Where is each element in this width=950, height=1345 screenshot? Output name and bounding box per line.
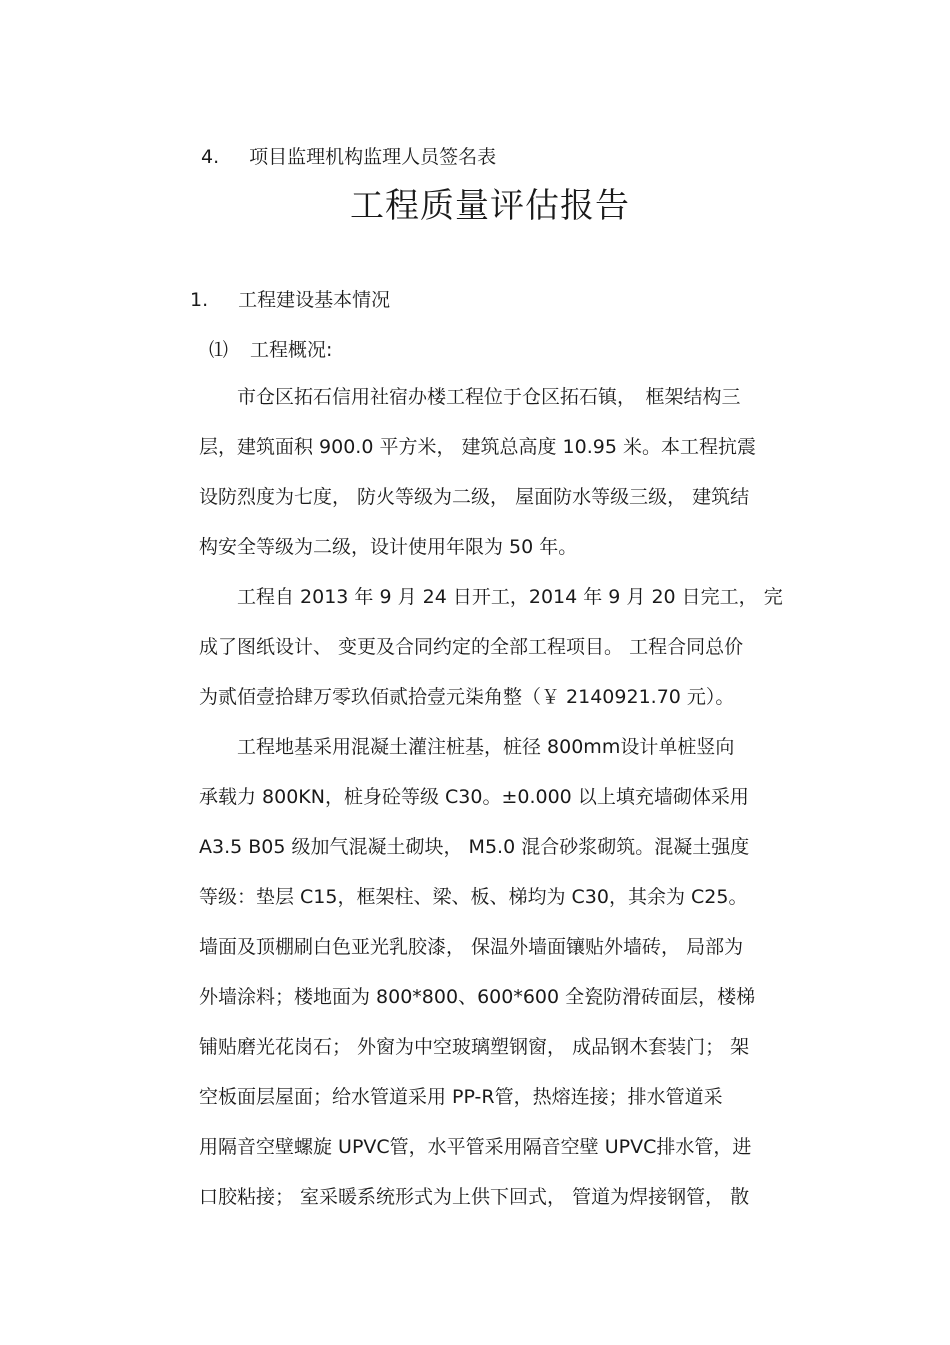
section-1-number: 1. xyxy=(190,289,209,311)
body-line: 层，建筑面积 900.0 平方米， 建筑总高度 10.95 米。本工程抗震 xyxy=(199,436,756,458)
section-1-text: 工程建设基本情况 xyxy=(238,289,391,311)
document-title: 工程质量评估报告 xyxy=(350,186,630,226)
body-line: 承载力 800KN，桩身砼等级 C30。±0.000 以上填充墙砌体采用 xyxy=(199,786,749,808)
subsection-1-heading xyxy=(209,335,332,362)
body-line: 成了图纸设计、 变更及合同约定的全部工程项目。 工程合同总价 xyxy=(199,636,744,658)
body-line: 构安全等级为二级，设计使用年限为 50 年。 xyxy=(199,536,578,558)
body-line: 口胶粘接； 室采暖系统形式为上供下回式， 管道为焊接钢管， 散 xyxy=(199,1186,750,1208)
subsection-1-number: ⑴ xyxy=(209,339,229,361)
section-1-heading xyxy=(190,285,390,312)
subsection-1-text: 工程概况: xyxy=(250,339,333,361)
body-line: 铺贴磨光花岗石； 外窗为中空玻璃塑钢窗， 成品钢木套装门； 架 xyxy=(199,1036,750,1058)
body-line: 工程地基采用混凝土灌注桩基，桩径 800mm设计单桩竖向 xyxy=(199,736,735,758)
body-line: 为贰佰壹拾肆万零玖佰贰拾壹元柒角整（￥ 2140921.70 元）。 xyxy=(199,686,735,708)
body-line: 墙面及顶棚刷白色亚光乳胶漆， 保温外墙面镶贴外墙砖， 局部为 xyxy=(199,936,744,958)
body-line: 用隔音空壁螺旋 UPVC管，水平管采用隔音空壁 UPVC排水管，进 xyxy=(199,1136,752,1158)
body-line: 外墙涂料；楼地面为 800*800、600*600 全瓷防滑砖面层，楼梯 xyxy=(199,986,756,1008)
section-4-heading xyxy=(201,142,496,169)
body-line: 市仓区拓石信用社宿办楼工程位于仓区拓石镇， 框架结构三 xyxy=(199,386,741,408)
body-line: 设防烈度为七度， 防火等级为二级， 屋面防水等级三级， 建筑结 xyxy=(199,486,750,508)
body-line: 工程自 2013 年 9 月 24 日开工，2014 年 9 月 20 日完工， 完 xyxy=(199,586,783,608)
body-line: 等级：垫层 C15，框架柱、梁、板、梯均为 C30，其余为 C25。 xyxy=(199,886,748,908)
body-line: A3.5 B05 级加气混凝土砌块， M5.0 混合砂浆砌筑。混凝土强度 xyxy=(199,836,750,858)
section-4-number: 4. xyxy=(201,146,220,168)
section-4-text: 项目监理机构监理人员签名表 xyxy=(249,146,497,168)
body-line: 空板面层屋面；给水管道采用 PP-R管，热熔连接；排水管道采 xyxy=(199,1086,723,1108)
